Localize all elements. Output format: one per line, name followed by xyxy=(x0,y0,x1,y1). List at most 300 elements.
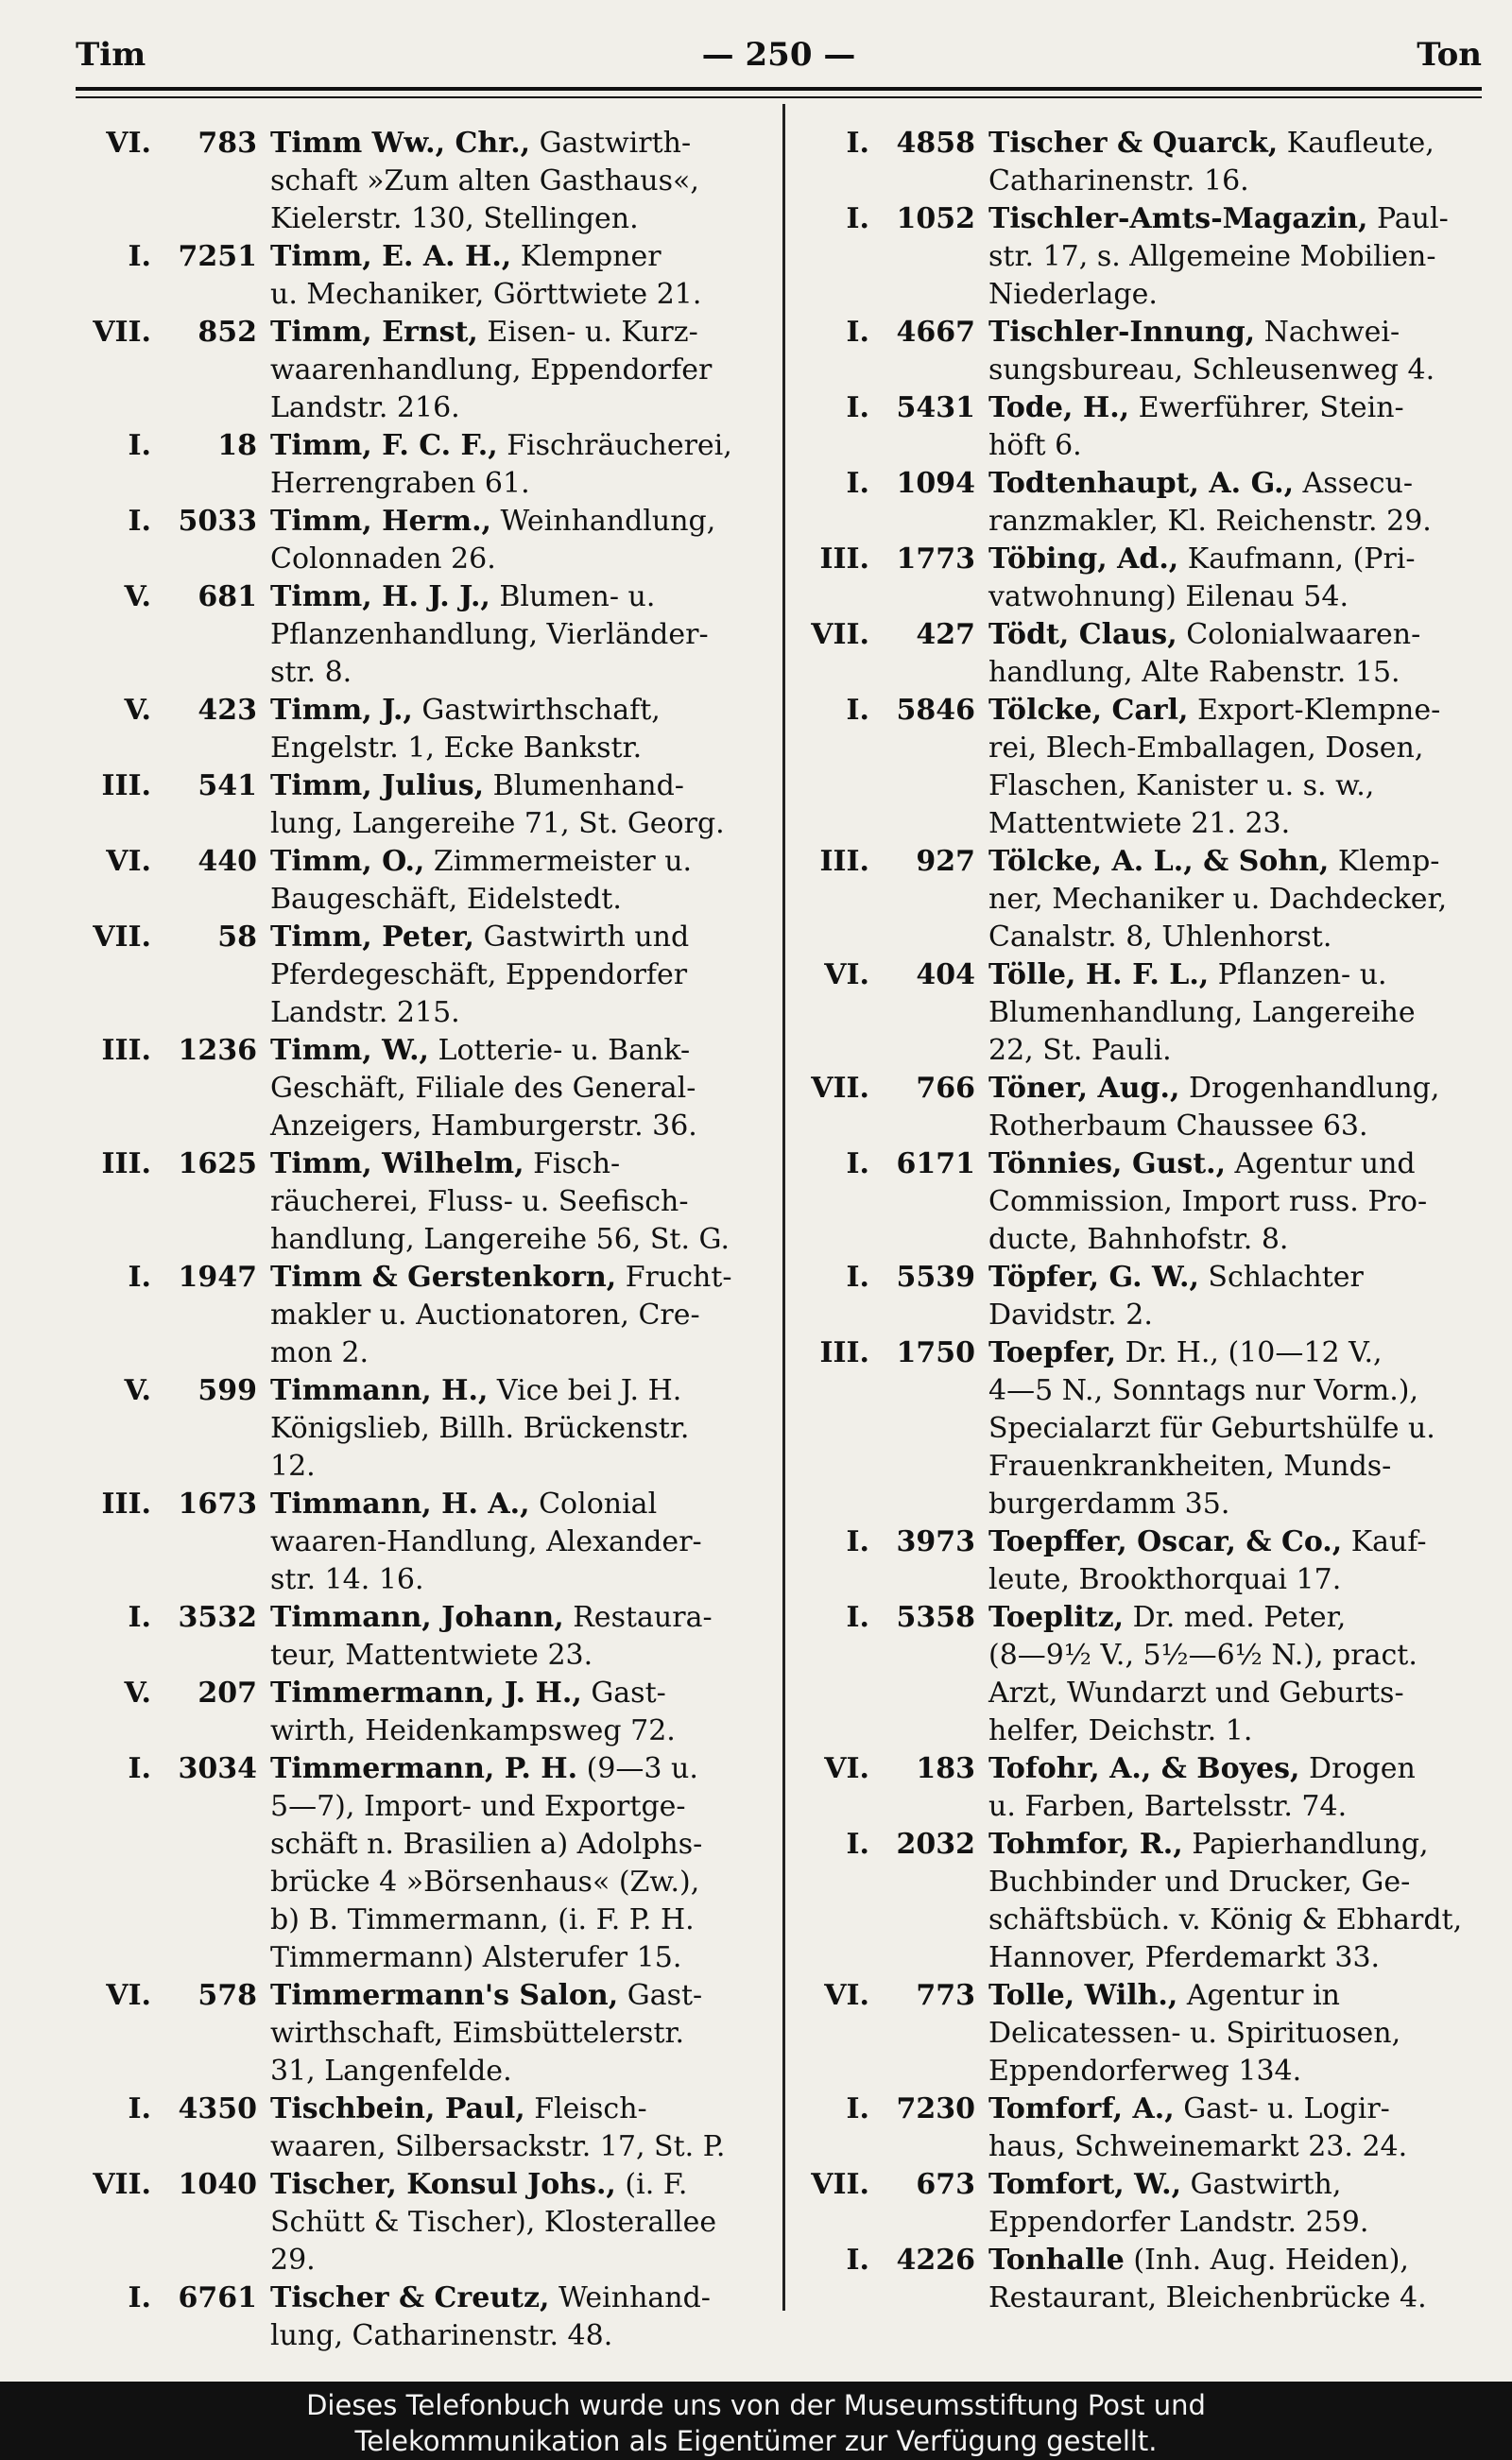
entry-text xyxy=(988,1826,1482,1977)
entry-line xyxy=(270,503,773,541)
entry-line xyxy=(270,1145,773,1183)
directory-entry xyxy=(794,616,1482,692)
entry-line-text: Gast- u. Logir- xyxy=(1174,2092,1390,2125)
entry-line xyxy=(988,2128,1482,2166)
entry-name: Timm, Wilhelm, xyxy=(270,1147,524,1180)
entry-line-text: waaren, Silbersackstr. 17, St. P. xyxy=(270,2130,726,2163)
entry-line xyxy=(270,2279,773,2317)
entry-line-text: Pflanzenhandlung, Vierländer- xyxy=(270,618,709,651)
entry-line xyxy=(270,1032,773,1070)
district-number: V. xyxy=(124,1374,151,1407)
entry-name: Tischbein, Paul, xyxy=(270,2092,525,2125)
phone-number: 1052 xyxy=(896,202,975,235)
entry-line xyxy=(270,389,773,427)
entry-line xyxy=(988,276,1482,314)
district-number: VII. xyxy=(93,920,151,954)
entry-line xyxy=(270,1410,773,1448)
entry-line xyxy=(988,994,1482,1032)
entry-text xyxy=(988,1334,1482,1523)
entry-line-text: Specialarzt für Geburtshülfe u. xyxy=(988,1412,1435,1445)
entry-line xyxy=(988,2053,1482,2090)
phone-number: 1625 xyxy=(178,1147,257,1180)
entry-line-text: höft 6. xyxy=(988,429,1082,462)
entry-line-text: räucherei, Fluss- u. Seefisch- xyxy=(270,1185,689,1218)
district-number: I. xyxy=(128,1752,151,1785)
entry-line xyxy=(270,805,773,843)
phone-number: 5846 xyxy=(896,694,975,727)
entry-line-text: leute, Brookthorquai 17. xyxy=(988,1563,1342,1596)
entry-text xyxy=(270,919,773,1032)
directory-entry xyxy=(76,125,773,238)
entry-line-text: (9—3 u. xyxy=(577,1752,698,1785)
directory-entry xyxy=(794,1070,1482,1145)
phone-number: 4226 xyxy=(896,2244,975,2277)
directory-entry xyxy=(794,1523,1482,1599)
entry-line-text: helfer, Deichstr. 1. xyxy=(988,1714,1253,1747)
entry-line-text: Weinhand- xyxy=(549,2281,711,2314)
directory-entry xyxy=(76,843,773,919)
entry-line-text: Pferdegeschäft, Eppendorfer xyxy=(270,958,688,991)
entry-line-text: Buchbinder und Drucker, Ge- xyxy=(988,1866,1411,1899)
phone-number: 5358 xyxy=(896,1601,975,1634)
entry-text xyxy=(270,238,773,314)
directory-entry xyxy=(794,1599,1482,1750)
entry-text xyxy=(270,1977,773,2090)
entry-line-text: schaft »Zum alten Gasthaus«, xyxy=(270,164,699,198)
entry-line-text: 22, St. Pauli. xyxy=(988,1034,1172,1067)
entry-name: Toepffer, Oscar, & Co., xyxy=(988,1525,1343,1558)
entry-text xyxy=(988,465,1482,541)
entry-text xyxy=(270,1372,773,1486)
directory-entry xyxy=(76,503,773,578)
entry-line xyxy=(270,767,773,805)
entry-line-text: Catharinenstr. 16. xyxy=(988,164,1249,198)
entry-line-text: lung, Langereihe 71, St. Georg. xyxy=(270,807,725,840)
directory-entry xyxy=(794,1259,1482,1334)
entry-name: Töbing, Ad., xyxy=(988,542,1179,576)
entry-line-text: 12. xyxy=(270,1450,316,1483)
entry-text xyxy=(270,1675,773,1750)
phone-number: 3532 xyxy=(178,1601,257,1634)
directory-entry xyxy=(76,1675,773,1750)
entry-line-text: mon 2. xyxy=(270,1336,369,1369)
entry-text xyxy=(988,956,1482,1070)
entry-text xyxy=(988,2090,1482,2166)
entry-line xyxy=(270,616,773,654)
entry-line xyxy=(270,2204,773,2242)
directory-entry xyxy=(794,1145,1482,1259)
entry-text xyxy=(988,843,1482,956)
entry-line xyxy=(270,1901,773,1939)
entry-line xyxy=(270,994,773,1032)
entry-line-text: str. 14. 16. xyxy=(270,1563,424,1596)
entry-line xyxy=(988,730,1482,767)
phone-number: 404 xyxy=(916,958,975,991)
entry-line xyxy=(988,1750,1482,1788)
entry-line xyxy=(270,1939,773,1977)
phone-number: 6761 xyxy=(178,2281,257,2314)
entry-text xyxy=(270,843,773,919)
entry-line-text: Zimmermeister u. xyxy=(424,845,693,878)
entry-line-text: Gast- xyxy=(618,1979,703,2012)
entry-line xyxy=(270,352,773,389)
entry-line xyxy=(270,314,773,352)
entry-line xyxy=(988,654,1482,692)
phone-number: 6171 xyxy=(896,1147,975,1180)
entry-line-text: Niederlage. xyxy=(988,278,1158,311)
directory-entry xyxy=(76,2090,773,2166)
district-number: V. xyxy=(124,1677,151,1710)
directory-entry xyxy=(794,125,1482,200)
entry-line-text: lung, Catharinenstr. 48. xyxy=(270,2319,613,2352)
entry-line-text: Hannover, Pferdemarkt 33. xyxy=(988,1941,1381,1974)
entry-text xyxy=(270,1599,773,1675)
entry-line-text: waaren-Handlung, Alexander- xyxy=(270,1525,702,1558)
entry-text xyxy=(270,2090,773,2166)
entry-line-text: brücke 4 »Börsenhaus« (Zw.), xyxy=(270,1866,700,1899)
entry-line-text: Colonial xyxy=(529,1488,658,1521)
directory-entry xyxy=(76,1372,773,1486)
entry-line-text: handlung, Alte Rabenstr. 15. xyxy=(988,656,1400,689)
entry-text xyxy=(270,578,773,692)
entry-line xyxy=(988,1561,1482,1599)
district-number: I. xyxy=(846,694,869,727)
entry-line xyxy=(988,1637,1482,1675)
entry-line xyxy=(988,616,1482,654)
entry-line xyxy=(988,2279,1482,2317)
phone-number: 4350 xyxy=(178,2092,257,2125)
entry-line-text: Colonialwaaren- xyxy=(1177,618,1421,651)
entry-line xyxy=(270,1637,773,1675)
right-column xyxy=(794,125,1482,2317)
district-number: I. xyxy=(846,467,869,500)
entry-line-text: wirth, Heidenkampsweg 72. xyxy=(270,1714,676,1747)
entry-text xyxy=(270,503,773,578)
phone-number: 673 xyxy=(916,2168,975,2201)
entry-line-text: burgerdamm 35. xyxy=(988,1488,1230,1521)
entry-line xyxy=(270,1675,773,1712)
entry-line xyxy=(270,125,773,163)
entry-name: Tomfort, W., xyxy=(988,2168,1182,2201)
entry-text xyxy=(988,2166,1482,2242)
entry-line-text: Klempner xyxy=(511,240,662,273)
entry-line-text: str. 17, s. Allgemeine Mobilien- xyxy=(988,240,1436,273)
entry-line xyxy=(270,1334,773,1372)
entry-name: Timm, E. A. H., xyxy=(270,240,512,273)
entry-text xyxy=(270,1032,773,1145)
entry-line-text: Anzeigers, Hamburgerstr. 36. xyxy=(270,1110,697,1143)
entry-line-text: schäft n. Brasilien a) Adolphs- xyxy=(270,1828,703,1861)
entry-line xyxy=(988,881,1482,919)
entry-line xyxy=(270,1372,773,1410)
entry-line-text: Eisen- u. Kurz- xyxy=(477,316,698,349)
entry-line-text: str. 8. xyxy=(270,656,352,689)
district-number: VI. xyxy=(824,1752,869,1785)
phone-number: 18 xyxy=(217,429,257,462)
entry-line-text: Frucht- xyxy=(616,1261,732,1294)
entry-line xyxy=(270,238,773,276)
entry-line xyxy=(988,1864,1482,1901)
entry-line xyxy=(270,692,773,730)
entry-line xyxy=(988,1599,1482,1637)
entry-line-text: Mattentwiete 21. 23. xyxy=(988,807,1291,840)
entry-line-text: Agentur und xyxy=(1226,1147,1416,1180)
entry-line-text: Weinhandlung, xyxy=(490,505,716,538)
entry-line xyxy=(270,1259,773,1297)
entry-line xyxy=(988,1070,1482,1108)
phone-number: 58 xyxy=(217,920,257,954)
district-number: VII. xyxy=(811,618,869,651)
entry-line-text: ducte, Bahnhofstr. 8. xyxy=(988,1223,1289,1256)
directory-entry xyxy=(794,956,1482,1070)
entry-line-text: Engelstr. 1, Ecke Bankstr. xyxy=(270,731,643,765)
entry-line xyxy=(988,541,1482,578)
entry-line-text: Assecu- xyxy=(1294,467,1414,500)
entry-line-text: sungsbureau, Schleusenweg 4. xyxy=(988,353,1435,387)
entry-text xyxy=(270,125,773,238)
directory-entry xyxy=(794,2166,1482,2242)
phone-number: 3973 xyxy=(896,1525,975,1558)
district-number: VII. xyxy=(811,2168,869,2201)
directory-entry xyxy=(794,541,1482,616)
district-number: V. xyxy=(124,580,151,613)
entry-line-text: Geschäft, Filiale des General- xyxy=(270,1072,696,1105)
entry-line xyxy=(270,1297,773,1334)
entry-line-text: Dr. med. Peter, xyxy=(1124,1601,1347,1634)
entry-line xyxy=(270,1486,773,1523)
entry-line-text: Vice bei J. H. xyxy=(488,1374,682,1407)
phone-number: 5033 xyxy=(178,505,257,538)
entry-text xyxy=(270,427,773,503)
entry-name: Tischler-Innung, xyxy=(988,316,1256,349)
entry-line xyxy=(270,276,773,314)
entry-line-text: ner, Mechaniker u. Dachdecker, xyxy=(988,883,1448,916)
entry-line-text: makler u. Auctionatoren, Cre- xyxy=(270,1299,700,1332)
entry-line xyxy=(988,1297,1482,1334)
district-number: VI. xyxy=(824,958,869,991)
entry-line-text: vatwohnung) Eilenau 54. xyxy=(988,580,1349,613)
entry-line xyxy=(988,1788,1482,1826)
entry-text xyxy=(270,2279,773,2355)
entry-line xyxy=(988,389,1482,427)
entry-line-text: Gastwirth, xyxy=(1181,2168,1342,2201)
entry-line-text: Kauf- xyxy=(1342,1525,1427,1558)
footer-line-2: Telekommunikation als Eigentümer zur Verfügung gestellt. xyxy=(354,2425,1158,2457)
entry-line xyxy=(988,1486,1482,1523)
entry-line-text: (Inh. Aug. Heiden), xyxy=(1124,2244,1409,2277)
entry-line-text: Drogenhandlung, xyxy=(1179,1072,1440,1105)
entry-name: Tölle, H. F. L., xyxy=(988,958,1210,991)
entry-name: Toeplitz, xyxy=(988,1601,1125,1634)
entry-line-text: Nachwei- xyxy=(1255,316,1400,349)
directory-entry xyxy=(76,692,773,767)
entry-line xyxy=(270,1070,773,1108)
entry-name: Timmermann's Salon, xyxy=(270,1979,619,2012)
directory-entry xyxy=(794,465,1482,541)
directory-entry xyxy=(794,1750,1482,1826)
entry-name: Töner, Aug., xyxy=(988,1072,1180,1105)
entry-line xyxy=(270,730,773,767)
entry-name: Timm, Julius, xyxy=(270,769,485,802)
entry-line xyxy=(270,956,773,994)
entry-line-text: ranzmakler, Kl. Reichenstr. 29. xyxy=(988,505,1432,538)
entry-line xyxy=(988,843,1482,881)
phone-number: 7251 xyxy=(178,240,257,273)
entry-line-text: Ewerführer, Stein- xyxy=(1129,391,1404,424)
entry-line xyxy=(988,692,1482,730)
district-number: III. xyxy=(101,1034,151,1067)
district-number: VI. xyxy=(824,1979,869,2012)
entry-line-text: Fleisch- xyxy=(524,2092,647,2125)
entry-text xyxy=(988,200,1482,314)
entry-text xyxy=(270,1750,773,1977)
district-number: I. xyxy=(128,2281,151,2314)
entry-name: Tölcke, Carl, xyxy=(988,694,1189,727)
entry-text xyxy=(270,314,773,427)
entry-line-text: Paul- xyxy=(1367,202,1449,235)
entry-line xyxy=(270,2128,773,2166)
entry-name: Timm, Peter, xyxy=(270,920,474,954)
entry-text xyxy=(988,1750,1482,1826)
entry-name: Tischer & Quarck, xyxy=(988,127,1279,160)
entry-name: Tödt, Claus, xyxy=(988,618,1177,651)
entry-line-text: Timmermann) Alsterufer 15. xyxy=(270,1941,682,1974)
directory-entry xyxy=(76,1599,773,1675)
entry-line xyxy=(270,2166,773,2204)
district-number: I. xyxy=(846,316,869,349)
entry-name: Timm, Ernst, xyxy=(270,316,478,349)
phone-number: 1236 xyxy=(178,1034,257,1067)
column-divider xyxy=(782,104,785,2311)
district-number: III. xyxy=(101,1147,151,1180)
directory-entry xyxy=(794,692,1482,843)
entry-line-text: (8—9½ V., 5½—6½ N.), pract. xyxy=(988,1639,1418,1672)
entry-line-text: Gastwirthschaft, xyxy=(412,694,661,727)
district-number: I. xyxy=(128,2092,151,2125)
phone-number: 541 xyxy=(198,769,257,802)
entry-line xyxy=(988,1032,1482,1070)
phone-number: 1040 xyxy=(178,2168,257,2201)
entry-line xyxy=(988,352,1482,389)
phone-number: 1947 xyxy=(178,1261,257,1294)
entry-line-text: Restaurant, Bleichenbrücke 4. xyxy=(988,2281,1427,2314)
entry-name: Tomforf, A., xyxy=(988,2092,1175,2125)
entry-line xyxy=(988,427,1482,465)
entry-line-text: 4—5 N., Sonntags nur Vorm.), xyxy=(988,1374,1419,1407)
phone-number: 4667 xyxy=(896,316,975,349)
entry-line-text: Kaufleute, xyxy=(1278,127,1435,160)
directory-entry xyxy=(76,1032,773,1145)
entry-name: Tischler-Amts-Magazin, xyxy=(988,202,1368,235)
entry-line-text: u. Mechaniker, Görttwiete 21. xyxy=(270,278,702,311)
page-header xyxy=(76,36,1482,83)
district-number: I. xyxy=(128,505,151,538)
entry-line xyxy=(988,125,1482,163)
entry-line-text: 5—7), Import- und Exportge- xyxy=(270,1790,686,1823)
entry-name: Toepfer, xyxy=(988,1336,1117,1369)
entry-line-text: Canalstr. 8, Uhlenhorst. xyxy=(988,920,1332,954)
entry-text xyxy=(988,1599,1482,1750)
phone-number: 1094 xyxy=(896,467,975,500)
district-number: III. xyxy=(819,1336,869,1369)
district-number: I. xyxy=(128,240,151,273)
entry-line xyxy=(988,767,1482,805)
entry-name: Timm Ww., Chr., xyxy=(270,127,531,160)
entry-text xyxy=(988,389,1482,465)
footer-notice xyxy=(0,2382,1512,2460)
directory-entry xyxy=(794,2242,1482,2317)
entry-line xyxy=(988,1410,1482,1448)
entry-line xyxy=(988,2204,1482,2242)
district-number: VII. xyxy=(811,1072,869,1105)
phone-number: 440 xyxy=(198,845,257,878)
entry-name: Tölcke, A. L., & Sohn, xyxy=(988,845,1330,878)
phone-number: 852 xyxy=(198,316,257,349)
directory-entry xyxy=(794,1977,1482,2090)
entry-name: Timm & Gerstenkorn, xyxy=(270,1261,617,1294)
entry-line xyxy=(270,200,773,238)
phone-number: 5431 xyxy=(896,391,975,424)
directory-entry xyxy=(76,1750,773,1977)
entry-line-text: Arzt, Wundarzt und Geburts- xyxy=(988,1677,1404,1710)
district-number: VI. xyxy=(106,127,151,160)
entry-line xyxy=(988,314,1482,352)
district-number: I. xyxy=(128,1261,151,1294)
entry-line-text: Fischräucherei, xyxy=(497,429,732,462)
entry-line xyxy=(270,578,773,616)
entry-line xyxy=(270,1523,773,1561)
phone-number: 7230 xyxy=(896,2092,975,2125)
entry-line xyxy=(988,200,1482,238)
entry-line xyxy=(270,1826,773,1864)
entry-line xyxy=(988,1712,1482,1750)
entry-line xyxy=(270,2242,773,2279)
entry-name: Tonhalle xyxy=(988,2244,1125,2277)
entry-line xyxy=(270,465,773,503)
header-rule-thick xyxy=(76,87,1482,91)
district-number: I. xyxy=(846,2092,869,2125)
entry-line xyxy=(988,465,1482,503)
phone-number: 423 xyxy=(198,694,257,727)
district-number: I. xyxy=(846,1147,869,1180)
entry-line-text: b) B. Timmermann, (i. F. P. H. xyxy=(270,1903,695,1936)
entry-line xyxy=(270,1108,773,1145)
entry-line-text: Lotterie- u. Bank- xyxy=(429,1034,691,1067)
entry-line-text: Fisch- xyxy=(524,1147,621,1180)
entry-line xyxy=(988,1145,1482,1183)
directory-entry xyxy=(76,919,773,1032)
directory-entry xyxy=(794,314,1482,389)
phone-number: 1750 xyxy=(896,1336,975,1369)
entry-line-text: schäftsbüch. v. König & Ebhardt, xyxy=(988,1903,1463,1936)
entry-line-text: Dr. H., (10—12 V., xyxy=(1116,1336,1383,1369)
header-first-entry: Tim xyxy=(76,36,146,74)
entry-name: Töpfer, G. W., xyxy=(988,1261,1199,1294)
entry-line-text: Königslieb, Billh. Brückenstr. xyxy=(270,1412,690,1445)
entry-line-text: Herrengraben 61. xyxy=(270,467,530,500)
entry-line-text: Drogen xyxy=(1299,1752,1416,1785)
directory-entry xyxy=(76,767,773,843)
entry-line-text: u. Farben, Bartelsstr. 74. xyxy=(988,1790,1348,1823)
entry-line xyxy=(988,1448,1482,1486)
district-number: III. xyxy=(819,542,869,576)
entry-text xyxy=(270,1145,773,1259)
entry-line-text: Kielerstr. 130, Stellingen. xyxy=(270,202,639,235)
entry-line-text: Colonnaden 26. xyxy=(270,542,496,576)
directory-entry xyxy=(76,578,773,692)
entry-name: Tode, H., xyxy=(988,391,1130,424)
directory-entry xyxy=(794,2090,1482,2166)
